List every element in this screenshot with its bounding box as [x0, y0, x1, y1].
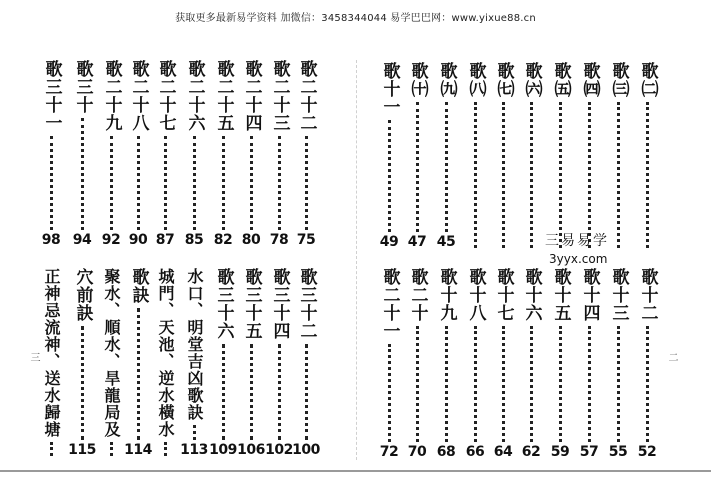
toc-entry [69, 60, 95, 248]
toc-leader-dots [278, 344, 281, 440]
toc-entry [576, 268, 602, 460]
toc-leader-dots [110, 136, 113, 230]
toc-entry-page: 109 [209, 442, 237, 458]
toc-leader-dots [250, 344, 253, 440]
source-banner: 获取更多最新易学资料 加微信：3458344044 易学巴巴网：www.yixue88.cn [175, 13, 536, 24]
toc-entry [376, 62, 402, 250]
toc-entry [518, 62, 544, 250]
toc-leader-dots [388, 344, 391, 442]
toc-leader-dots [50, 136, 53, 230]
toc-entry [376, 268, 402, 460]
toc-entry-page: 94 [72, 232, 92, 248]
toc-entry [293, 268, 319, 458]
toc-leader-dots [474, 102, 477, 248]
toc-entry-title: 歌三十五 [241, 268, 262, 340]
toc-entry-page: 87 [155, 232, 175, 248]
toc-entry [605, 62, 631, 250]
toc-entry [462, 268, 488, 460]
folio-left: 三 [28, 352, 39, 362]
toc-entry-title: 歌㈤ [550, 62, 571, 98]
toc-entry-title: 歌十五 [550, 268, 571, 322]
toc-entry-page: 57 [579, 444, 599, 460]
toc-leader-dots [222, 136, 225, 230]
toc-page-right [356, 0, 711, 496]
toc-entry [547, 268, 573, 460]
toc-entry-title: 歌十九 [436, 268, 457, 322]
toc-entry-page: 45 [436, 234, 456, 250]
toc-entry-page: 115 [68, 442, 96, 458]
toc-entry [210, 268, 236, 458]
toc-leader-dots [388, 120, 391, 232]
toc-leader-dots [81, 326, 84, 440]
toc-leader-dots [646, 326, 649, 442]
toc-entry-title: 歌㈢ [608, 62, 629, 98]
toc-entry-page: 102 [265, 442, 293, 458]
toc-entry [181, 60, 207, 248]
toc-leader-dots [646, 102, 649, 248]
folio-right: 二 [666, 352, 677, 362]
toc-entry [462, 62, 488, 250]
toc-entry [490, 268, 516, 460]
toc-leader-dots [445, 326, 448, 442]
toc-entry-title: 歌二十一 [379, 268, 400, 340]
toc-entry [125, 268, 151, 458]
toc-entry-title: 歌二十二 [296, 60, 317, 132]
toc-entry-title: 歌十三 [608, 268, 629, 322]
toc-entry-page: 68 [436, 444, 456, 460]
toc-entry [38, 60, 64, 248]
toc-entry-title: 穴前訣 [72, 268, 93, 322]
toc-entry [181, 268, 207, 458]
toc-entry-title: 歌二十 [407, 268, 428, 322]
toc-leader-dots [474, 326, 477, 442]
toc-entry-title: 歌㈣ [579, 62, 600, 98]
toc-entry-page: 98 [41, 232, 61, 248]
toc-entry [576, 62, 602, 250]
toc-entry [152, 60, 178, 248]
toc-entry [98, 268, 124, 458]
toc-leader-dots [502, 102, 505, 248]
toc-entry [152, 268, 178, 458]
toc-entry-title: 聚水、順水、旱龍局及 [102, 268, 121, 438]
toc-entry-page: 52 [637, 444, 657, 460]
toc-leader-dots [164, 442, 167, 456]
toc-entry-title: 歌㈧ [465, 62, 486, 98]
toc-leader-dots [416, 326, 419, 442]
toc-entry-page: 70 [407, 444, 427, 460]
toc-entry-title: 歌二十七 [155, 60, 176, 132]
toc-entry-page: 66 [465, 444, 485, 460]
toc-entry [266, 268, 292, 458]
toc-leader-dots [305, 136, 308, 230]
toc-entry-title: 歌二十九 [101, 60, 122, 132]
toc-entry-title: 歌十六 [521, 268, 542, 322]
toc-entry-page: 64 [493, 444, 513, 460]
toc-leader-dots [193, 425, 196, 440]
toc-entry-title: 歌二十六 [184, 60, 205, 132]
toc-entry [293, 60, 319, 248]
toc-entry-title: 歌二十五 [213, 60, 234, 132]
toc-leader-dots [530, 326, 533, 442]
watermark-line2: 3yyx.com [549, 252, 608, 266]
toc-entry-page: 113 [180, 442, 208, 458]
toc-leader-dots [164, 136, 167, 230]
toc-entry-title: 歌三十 [72, 60, 93, 114]
toc-entry-title: 歌十四 [579, 268, 600, 322]
toc-entry-title: 歌三十六 [213, 268, 234, 340]
toc-entry-page: 72 [379, 444, 399, 460]
toc-entry-title: 歌二十三 [269, 60, 290, 132]
toc-entry-title: 歌十八 [465, 268, 486, 322]
toc-entry [634, 268, 660, 460]
toc-entry [433, 62, 459, 250]
watermark [545, 230, 609, 266]
toc-leader-dots [445, 102, 448, 232]
toc-entry-title: 歌十一 [379, 62, 400, 116]
toc-entry [210, 60, 236, 248]
toc-entry [433, 268, 459, 460]
toc-entry-page: 92 [101, 232, 121, 248]
toc-entry-title: 水口、明堂吉凶歌訣 [185, 268, 204, 421]
toc-entry [404, 62, 430, 250]
toc-entry [404, 268, 430, 460]
toc-entry-page: 100 [292, 442, 320, 458]
toc-leader-dots [617, 326, 620, 442]
toc-entry-title: 歌二十八 [128, 60, 149, 132]
toc-entry-title: 歌十七 [493, 268, 514, 322]
toc-entry [634, 62, 660, 250]
toc-leader-dots [305, 344, 308, 440]
toc-entry-page: 80 [241, 232, 261, 248]
toc-entry-title: 歌三十四 [269, 268, 290, 340]
toc-leader-dots [502, 326, 505, 442]
toc-entry-page: 75 [296, 232, 316, 248]
toc-entry [266, 60, 292, 248]
toc-entry-page: 90 [128, 232, 148, 248]
toc-leader-dots [588, 326, 591, 442]
toc-entry-page: 85 [184, 232, 204, 248]
toc-entry [605, 268, 631, 460]
toc-entry [518, 268, 544, 460]
toc-entry [98, 60, 124, 248]
toc-entry [38, 268, 64, 458]
toc-leader-dots [559, 326, 562, 442]
toc-entry [238, 60, 264, 248]
toc-entry-title: 歌㈦ [493, 62, 514, 98]
toc-leader-dots [193, 136, 196, 230]
toc-leader-dots [137, 136, 140, 230]
toc-leader-dots [530, 102, 533, 248]
toc-entry-page: 49 [379, 234, 399, 250]
toc-leader-dots [559, 102, 562, 248]
toc-entry [490, 62, 516, 250]
toc-leader-dots [617, 102, 620, 248]
toc-entry-title: 歌二十四 [241, 60, 262, 132]
toc-leader-dots [137, 308, 140, 440]
toc-entry-page: 47 [407, 234, 427, 250]
toc-entry-title: 歌㈩ [407, 62, 428, 98]
toc-leader-dots [222, 344, 225, 440]
toc-entry [238, 268, 264, 458]
toc-leader-dots [588, 102, 591, 248]
toc-entry-page: 82 [213, 232, 233, 248]
toc-entry-title: 歌十二 [637, 268, 658, 322]
toc-entry-title: 歌㈡ [637, 62, 658, 98]
toc-leader-dots [50, 442, 53, 456]
toc-leader-dots [250, 136, 253, 230]
toc-entry-page: 106 [237, 442, 265, 458]
toc-entry-title: 歌㈨ [436, 62, 457, 98]
toc-entry [125, 60, 151, 248]
toc-leader-dots [81, 118, 84, 230]
toc-leader-dots [110, 442, 113, 456]
toc-leader-dots [416, 102, 419, 232]
watermark-line1: 三易易学 [545, 233, 609, 249]
toc-entry-title: 歌三十二 [296, 268, 317, 340]
toc-entry-title: 城門、天池、逆水橫水 [156, 268, 175, 438]
toc-entry [69, 268, 95, 458]
toc-entry-title: 歌三十一 [41, 60, 62, 132]
toc-entry-page: 59 [550, 444, 570, 460]
toc-entry-page: 114 [124, 442, 152, 458]
toc-entry-title: 歌㈥ [521, 62, 542, 98]
toc-entry-page: 55 [608, 444, 628, 460]
toc-entry-title: 歌訣 [128, 268, 149, 304]
toc-entry-page: 78 [269, 232, 289, 248]
toc-entry-title: 正神忌流神、送水歸塘 [42, 268, 61, 438]
toc-entry-page: 62 [521, 444, 541, 460]
toc-leader-dots [278, 136, 281, 230]
toc-entry [547, 62, 573, 250]
